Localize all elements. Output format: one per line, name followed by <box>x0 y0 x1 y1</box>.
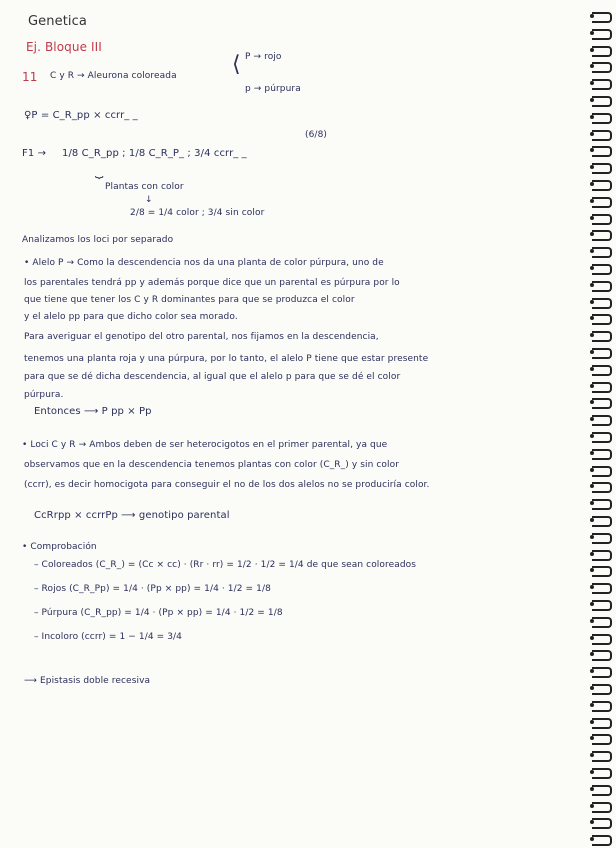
brace-icon: ⟨ <box>232 52 241 77</box>
binding-ring <box>592 449 612 460</box>
binding-hole <box>590 518 594 522</box>
p1-line-8: púrpura. <box>24 390 64 400</box>
binding-ring <box>592 163 612 174</box>
binding-ring <box>592 802 612 813</box>
binding-hole <box>590 367 594 371</box>
binding-hole <box>590 132 594 136</box>
binding-ring <box>592 634 612 645</box>
binding-ring <box>592 79 612 90</box>
binding-hole <box>590 770 594 774</box>
binding-ring <box>592 701 612 712</box>
binding-ring <box>592 566 612 577</box>
binding-hole <box>590 787 594 791</box>
binding-ring <box>592 600 612 611</box>
binding-hole <box>590 48 594 52</box>
page-title: Genetica <box>28 14 87 29</box>
check-heading: • Comprobación <box>22 542 97 552</box>
binding-hole <box>590 300 594 304</box>
binding-ring <box>592 46 612 57</box>
binding-ring <box>592 768 612 779</box>
binding-hole <box>590 350 594 354</box>
binding-hole <box>590 266 594 270</box>
binding-hole <box>590 98 594 102</box>
binding-ring <box>592 365 612 376</box>
binding-ring <box>592 331 612 342</box>
binding-hole <box>590 686 594 690</box>
binding-hole <box>590 14 594 18</box>
binding-ring <box>592 516 612 527</box>
binding-ring <box>592 650 612 661</box>
binding-ring <box>592 146 612 157</box>
binding-ring <box>592 214 612 225</box>
binding-ring <box>592 314 612 325</box>
p1-line-4: y el alelo pp para que dicho color sea morado. <box>24 312 238 322</box>
binding-ring <box>592 382 612 393</box>
p1-line-6: tenemos una planta roja y una púrpura, por lo tanto, el alelo P tiene que estar presente <box>24 354 429 364</box>
binding-ring <box>592 62 612 73</box>
binding-ring <box>592 12 612 23</box>
cross-parent: ♀P = C_R_pp × ccrr_ _ <box>24 110 138 121</box>
binding-hole <box>590 283 594 287</box>
p2-line-1: • Loci C y R → Ambos deben de ser heterocigotos en el primer parental, ya que <box>22 440 388 450</box>
f1-prefix: F1 → <box>22 148 47 159</box>
binding-ring <box>592 113 612 124</box>
binding-ring <box>592 785 612 796</box>
binding-hole <box>590 384 594 388</box>
binding-ring <box>592 466 612 477</box>
binding-ring <box>592 415 612 426</box>
binding-ring <box>592 533 612 544</box>
plants-label: Plantas con color <box>105 182 184 192</box>
p2-line-2: observamos que en la descendencia tenemos plantas con color (C_R_) y sin color <box>24 460 400 470</box>
fraction-line: 2/8 = 1/4 color ; 3/4 sin color <box>130 208 265 218</box>
binding-ring <box>592 130 612 141</box>
p1-line-1: • Alelo P → Como la descendencia nos da una planta de color púrpura, uno de <box>24 258 384 268</box>
arrow-down-icon: ↓ <box>145 195 153 205</box>
f1-note: (6/8) <box>305 130 328 140</box>
binding-ring <box>592 298 612 309</box>
analysis-heading: Analizamos los loci por separado <box>22 235 174 245</box>
binding-ring <box>592 499 612 510</box>
binding-hole <box>590 619 594 623</box>
binding-hole <box>590 552 594 556</box>
check-line-1: – Coloreados (C_R_) = (Cc × cc) · (Rr · rr) = 1/2 · 1/2 = 1/4 de que sean coloreados <box>34 560 417 570</box>
check-line-3: – Púrpura (C_R_pp) = 1/4 · (Pp × pp) = 1/4 · 1/2 = 1/8 <box>34 608 283 618</box>
binding-ring <box>592 398 612 409</box>
binding-ring <box>592 617 612 628</box>
binding-ring <box>592 734 612 745</box>
binding-ring <box>592 482 612 493</box>
binding-ring <box>592 29 612 40</box>
section-subtitle: Ej. Bloque III <box>26 40 102 54</box>
p2-line-3: (ccrr), es decir homocigota para conseguir el no de los dos alelos no se produciría color. <box>24 480 430 490</box>
underbrace-icon: ⏟ <box>95 163 104 179</box>
binding-hole <box>590 602 594 606</box>
genotype-line: CcRrpp × ccrrPp ⟶ genotipo parental <box>34 510 230 521</box>
binding-hole <box>590 31 594 35</box>
binding-hole <box>590 451 594 455</box>
binding-hole <box>590 720 594 724</box>
binding-ring <box>592 818 612 829</box>
binding-ring <box>592 247 612 258</box>
branch-P: P → rojo <box>245 52 282 62</box>
binding-hole <box>590 216 594 220</box>
binding-hole <box>590 535 594 539</box>
problem-intro: C y R → Aleurona coloreada <box>50 71 177 81</box>
branch-p: p → púrpura <box>245 84 301 94</box>
spiral-binding <box>576 0 616 848</box>
binding-ring <box>592 684 612 695</box>
p1-line-7: para que se dé dicha descendencia, al igual que el alelo p para que se dé el color <box>24 372 401 382</box>
binding-hole <box>590 468 594 472</box>
f1-results: 1/8 C_R_pp ; 1/8 C_R_P_ ; 3/4 ccrr_ _ <box>62 148 247 159</box>
binding-ring <box>592 96 612 107</box>
binding-hole <box>590 636 594 640</box>
check-line-4: – Incoloro (ccrr) = 1 − 1/4 = 3/4 <box>34 632 182 642</box>
binding-ring <box>592 835 612 846</box>
p1-line-9: Entonces ⟶ P pp × Pp <box>34 406 152 417</box>
binding-ring <box>592 264 612 275</box>
binding-ring <box>592 583 612 594</box>
binding-hole <box>590 434 594 438</box>
binding-hole <box>590 703 594 707</box>
binding-ring <box>592 751 612 762</box>
p1-line-3: que tiene que tener los C y R dominantes para que se produzca el color <box>24 295 355 305</box>
epistasis-conclusion: ⟶ Epistasis doble recesiva <box>24 676 151 686</box>
binding-hole <box>590 199 594 203</box>
binding-ring <box>592 718 612 729</box>
problem-number: 11 <box>22 70 38 84</box>
check-line-2: – Rojos (C_R_Pp) = 1/4 · (Pp × pp) = 1/4 · 1/2 = 1/8 <box>34 584 271 594</box>
binding-hole <box>590 115 594 119</box>
binding-ring <box>592 667 612 678</box>
binding-ring <box>592 180 612 191</box>
binding-ring <box>592 230 612 241</box>
binding-ring <box>592 550 612 561</box>
binding-ring <box>592 281 612 292</box>
p1-line-2: los parentales tendrá pp y además porque dice que un parental es púrpura por lo <box>24 278 400 288</box>
binding-hole <box>590 182 594 186</box>
binding-ring <box>592 348 612 359</box>
binding-ring <box>592 197 612 208</box>
binding-hole <box>590 804 594 808</box>
p1-line-5: Para averiguar el genotipo del otro parental, nos fijamos en la descendencia, <box>24 332 379 342</box>
binding-ring <box>592 432 612 443</box>
